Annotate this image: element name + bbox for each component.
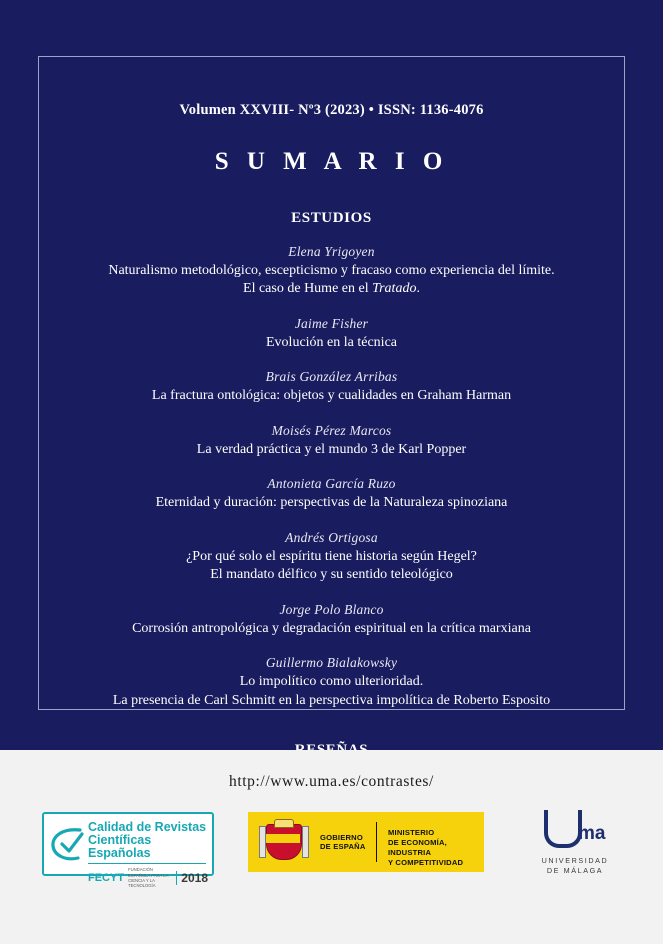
universidad-de-malaga-logo (520, 808, 630, 882)
entry-title-italic: Tratado (372, 281, 417, 297)
gobierno-line1: GOBIERNO (320, 832, 363, 842)
fecyt-year: 2018 (176, 871, 208, 885)
uma-mark-icon (538, 808, 612, 852)
entry-title-line1: Naturalismo metodológico, escepticismo y fracaso como experiencia del límite. (108, 263, 555, 278)
entry-title (50, 387, 613, 405)
entry-title-line1: Lo impolítico como ulterioridad. (239, 674, 424, 690)
entry-title-line2: El caso de Hume en el (243, 281, 373, 297)
entry-title-line1: Eternidad y duración: perspectivas de la Naturaleza spinoziana (155, 495, 508, 511)
entry-author: Andrés Ortigosa (285, 529, 378, 545)
list-item (50, 369, 613, 405)
gobierno-divider (376, 822, 377, 862)
entry-author: Moisés Pérez Marcos (271, 422, 392, 438)
entry-author: Elena Yrigoyen (288, 244, 375, 259)
footer-panel (0, 750, 663, 944)
entry-title-line2: La presencia de Carl Schmitt en la perspectiva impolítica de Roberto Esposito (112, 692, 551, 708)
uma-caption-line2: DE MÁLAGA (546, 866, 604, 876)
uma-caption (520, 856, 630, 877)
fecyt-line2: Científicas Españolas (88, 833, 152, 861)
entry-title-line2-end: . (416, 281, 420, 297)
ministerio-line3: Y COMPETITIVIDAD (388, 857, 464, 867)
entry-author: Guillermo Bialakowsky (265, 655, 398, 671)
entry-author: Brais González Arribas (265, 369, 398, 385)
fecyt-line1: Calidad de Revistas (88, 820, 207, 834)
list-item (50, 602, 613, 638)
page-title: S U M A R I O (214, 148, 449, 175)
list-item (50, 423, 613, 459)
entry-title (50, 673, 613, 710)
list-item (50, 316, 613, 352)
fecyt-divider (88, 863, 206, 864)
entry-author: Antonieta García Ruzo (267, 476, 396, 492)
ministerio-text-block (388, 828, 484, 867)
fecyt-bottom-row (88, 867, 208, 888)
spain-coat-of-arms-icon (256, 820, 312, 864)
shield-stripe (266, 834, 300, 843)
entry-title (50, 441, 613, 459)
entry-title (50, 548, 613, 585)
entry-title-line1: Corrosión antropológica y degradación espiritual en la crítica marxiana (132, 620, 531, 636)
list-item (50, 244, 613, 299)
gobierno-de-espana-logo (248, 812, 484, 872)
entry-title-line1: La fractura ontológica: objetos y cualidades en Graham Harman (151, 388, 512, 404)
fecyt-logo (42, 812, 214, 889)
fecyt-swoosh-icon (50, 824, 84, 864)
shield-crown (274, 819, 294, 828)
fecyt-small-text: FUNDACIÓN ESPAÑOLA PARA LA CIENCIA Y LA TECNOLOGÍA (128, 867, 169, 889)
entry-title (50, 494, 613, 512)
gobierno-text-block (320, 833, 370, 852)
entry-author: Jaime Fisher (294, 315, 369, 331)
fecyt-acronym: FECYT (88, 871, 125, 884)
logo-row (0, 812, 663, 912)
entry-title-line1: Evolución en la técnica (266, 334, 397, 350)
uma-letter-u (544, 810, 582, 848)
ministerio-line1: MINISTERIO (388, 828, 435, 837)
shield-pillar-right (302, 826, 309, 858)
list-item (50, 476, 613, 512)
fecyt-text-block (88, 821, 208, 888)
entry-author: Jorge Polo Blanco (279, 601, 384, 617)
entry-title (50, 620, 613, 638)
entry-title (50, 334, 613, 352)
shield-pillar-left (259, 826, 266, 858)
issue-line: Volumen XXVIII- Nº3 (2023) • ISSN: 1136-4076 (179, 102, 484, 118)
entry-title-line1: ¿Por qué solo el espíritu tiene historia según Hegel? (186, 548, 477, 564)
journal-url[interactable]: http://www.uma.es/contrastes/ (229, 773, 434, 790)
uma-caption-line1: UNIVERSIDAD (541, 856, 609, 865)
entry-title-line2: El mandato délfico y su sentido teleológico (210, 567, 453, 583)
ministerio-line2: DE ECONOMÍA, INDUSTRIA (388, 837, 447, 857)
entry-title-line1: La verdad práctica y el mundo 3 de Karl Popper (196, 441, 467, 457)
list-item (50, 655, 613, 710)
section-heading-estudios: ESTUDIOS (291, 210, 372, 226)
uma-letters-ma: ma (578, 823, 606, 844)
list-item (50, 530, 613, 585)
cover-content (50, 70, 613, 759)
gobierno-line2: DE ESPAÑA (320, 842, 366, 851)
entry-title (50, 262, 613, 299)
